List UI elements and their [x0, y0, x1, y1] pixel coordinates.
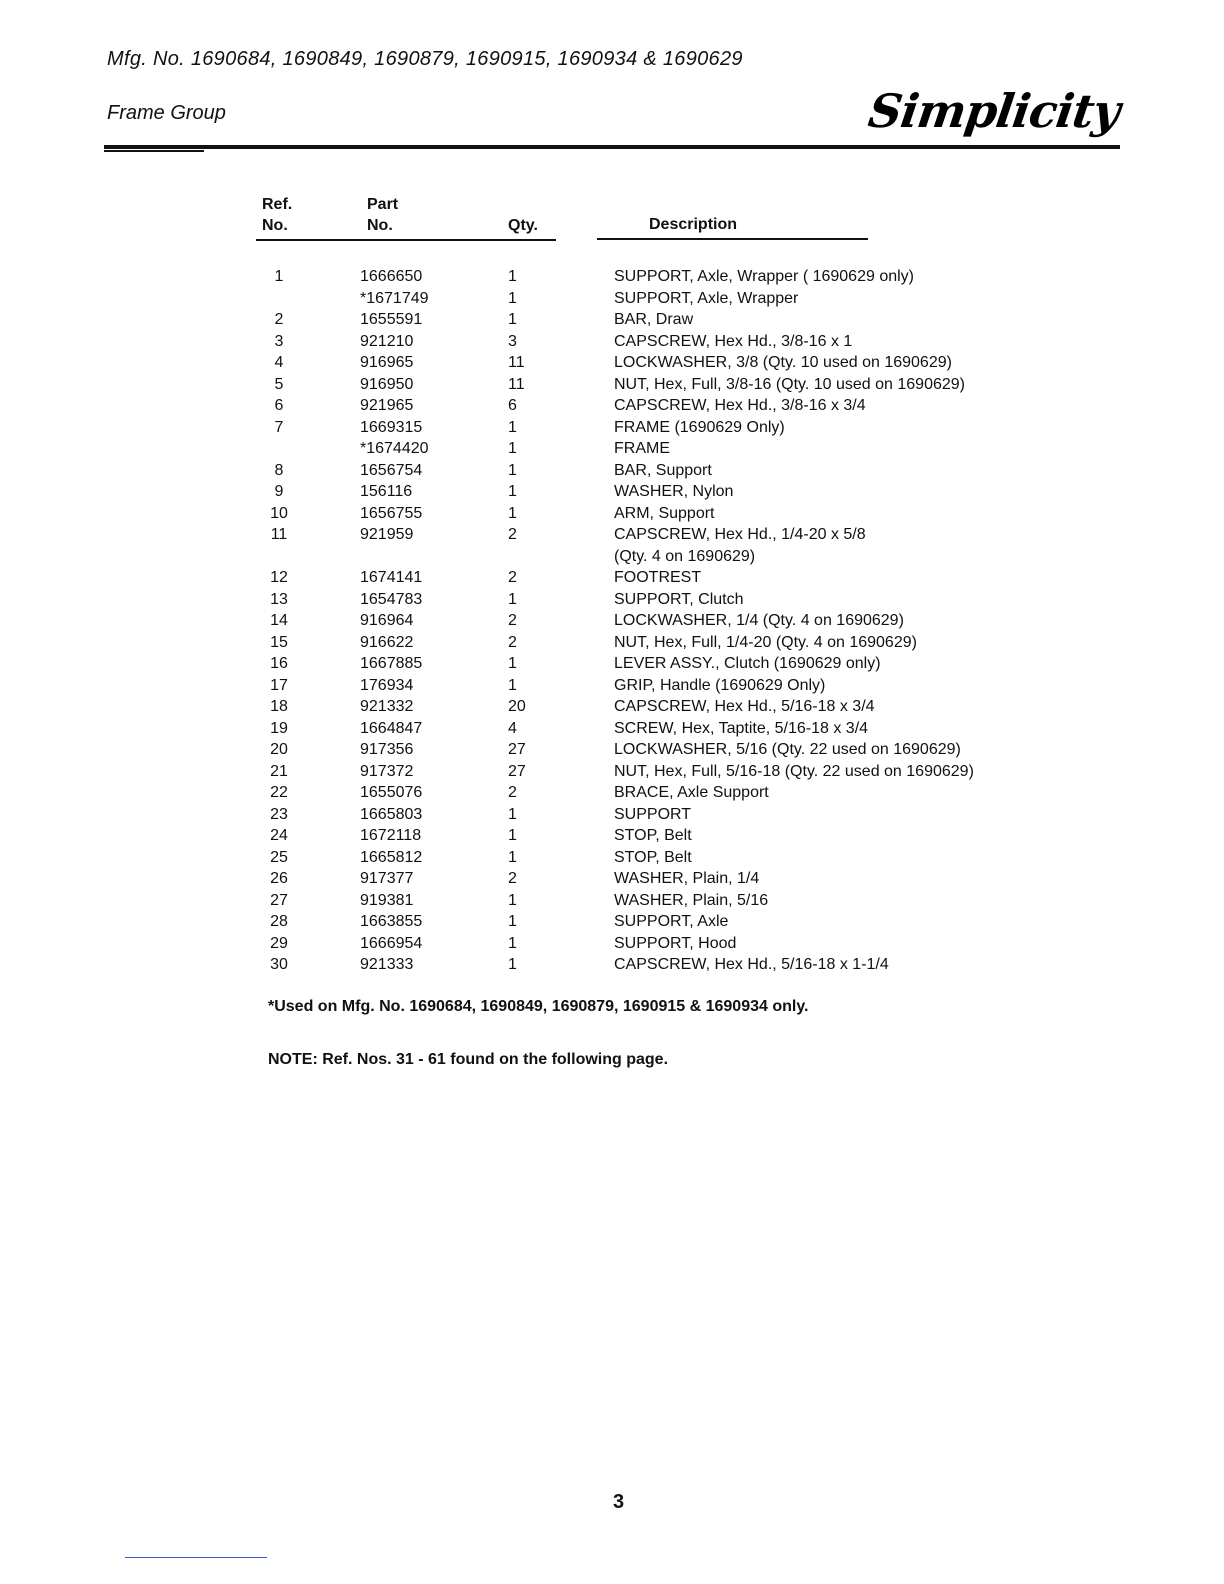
part-number-cell: 1666954 [360, 934, 423, 952]
qty-cell: 1 [508, 418, 517, 436]
ref-cell: 5 [274, 375, 284, 393]
header-underline-left [256, 239, 556, 241]
description-cell: FOOTREST [614, 569, 702, 586]
description-cell: LOCKWASHER, 5/16 (Qty. 22 used on 1690629) [614, 741, 961, 758]
description-cell: NUT, Hex, Full, 5/16-18 (Qty. 22 used on 1690629) [614, 762, 974, 780]
description-cell: SUPPORT [614, 805, 692, 823]
part-number-cell: 921333 [360, 956, 414, 973]
table-row [0, 825, 1224, 847]
table-row [0, 567, 1224, 589]
description-cell: CAPSCREW, Hex Hd., 5/16-18 x 3/4 [614, 698, 875, 715]
table-row [0, 653, 1224, 675]
footnote: *Used on Mfg. No. 1690684, 1690849, 1690879, 1690915 & 1690934 only. [268, 998, 809, 1015]
table-row [0, 847, 1224, 869]
table-row [0, 718, 1224, 740]
qty-cell: 27 [508, 762, 526, 780]
col-header-ref-line1: Ref. [262, 196, 293, 213]
table-row [0, 804, 1224, 826]
table-row [0, 782, 1224, 804]
note: NOTE: Ref. Nos. 31 - 61 found on the following page. [268, 1051, 669, 1068]
table-row [0, 309, 1224, 331]
ref-cell: 7 [274, 418, 284, 436]
qty-cell: 1 [508, 913, 517, 930]
table-row [0, 546, 1224, 568]
table-row [0, 954, 1224, 976]
part-number-cell: 917372 [360, 762, 414, 780]
qty-cell: 2 [508, 569, 517, 586]
part-number-cell: 176934 [360, 676, 414, 694]
qty-cell: 1 [508, 655, 517, 672]
header-rule-accent [104, 150, 204, 152]
part-number-cell: 1654783 [360, 590, 423, 608]
ref-cell: 13 [270, 590, 288, 608]
qty-cell: 20 [508, 698, 526, 715]
description-cell: BAR, Support [614, 461, 712, 479]
manufacturer-numbers: Mfg. No. 1690684, 1690849, 1690879, 1690915, 1690934 & 1690629 [107, 48, 743, 70]
qty-cell: 2 [508, 612, 517, 629]
table-row [0, 266, 1224, 288]
ref-cell: 3 [274, 332, 284, 350]
table-row [0, 933, 1224, 955]
description-cell: NUT, Hex, Full, 1/4-20 (Qty. 4 on 1690629) [614, 633, 917, 651]
part-number-cell: 1674141 [360, 569, 423, 586]
part-number-cell: 916622 [360, 633, 414, 651]
qty-cell: 1 [508, 440, 517, 457]
table-row [0, 524, 1224, 546]
qty-cell: 2 [508, 526, 517, 543]
qty-cell: 27 [508, 741, 526, 758]
description-cell: BAR, Draw [614, 311, 694, 328]
ref-cell: 22 [270, 784, 288, 801]
description-cell: SUPPORT, Axle [614, 913, 729, 930]
part-number-cell: 1655591 [360, 311, 423, 328]
part-number-cell: 917377 [360, 870, 414, 887]
table-row [0, 503, 1224, 525]
qty-cell: 2 [508, 633, 517, 651]
table-row [0, 696, 1224, 718]
ref-cell: 10 [270, 504, 288, 522]
ref-cell: 26 [270, 870, 288, 887]
description-cell: WASHER, Nylon [614, 483, 734, 500]
table-row [0, 890, 1224, 912]
part-number-cell: 919381 [360, 891, 414, 909]
qty-cell: 1 [508, 590, 517, 608]
part-number-cell: 921959 [360, 526, 414, 543]
description-cell: (Qty. 4 on 1690629) [614, 547, 756, 565]
qty-cell: 6 [508, 397, 517, 414]
qty-cell: 1 [508, 805, 517, 823]
col-header-description: Description [649, 216, 738, 233]
description-cell: CAPSCREW, Hex Hd., 1/4-20 x 5/8 [614, 526, 866, 543]
part-number-cell: 1655076 [360, 784, 423, 801]
qty-cell: 1 [508, 504, 517, 522]
table-row [0, 352, 1224, 374]
part-number-cell: 156116 [360, 483, 413, 500]
qty-cell: 1 [508, 289, 517, 307]
qty-cell: 2 [508, 784, 517, 801]
col-header-part-line1: Part [367, 196, 399, 213]
table-row [0, 610, 1224, 632]
header-underline-description [597, 238, 868, 240]
description-cell: NUT, Hex, Full, 3/8-16 (Qty. 10 used on 1690629) [614, 375, 965, 393]
description-cell: BRACE, Axle Support [614, 784, 769, 801]
table-row [0, 331, 1224, 353]
table-row [0, 911, 1224, 933]
qty-cell: 3 [508, 332, 517, 350]
part-number-cell: 1669315 [360, 418, 423, 436]
description-cell: SUPPORT, Axle, Wrapper [614, 289, 799, 307]
qty-cell: 2 [508, 870, 517, 887]
part-number-cell: 1663855 [360, 913, 423, 930]
qty-cell: 11 [508, 375, 525, 393]
ref-cell: 29 [270, 934, 288, 952]
ref-cell: 21 [270, 762, 288, 780]
description-cell: WASHER, Plain, 5/16 [614, 891, 769, 909]
part-number-cell: 916965 [360, 354, 414, 371]
bottom-mark [125, 1557, 267, 1558]
part-number-cell: *1674420 [360, 440, 429, 457]
description-cell: GRIP, Handle (1690629 Only) [614, 676, 826, 694]
description-cell: LOCKWASHER, 3/8 (Qty. 10 used on 1690629) [614, 354, 952, 371]
description-cell: FRAME (1690629 Only) [614, 418, 785, 436]
part-number-cell: 1656755 [360, 504, 423, 522]
description-cell: SUPPORT, Clutch [614, 590, 744, 608]
qty-cell: 4 [508, 719, 517, 737]
ref-cell: 28 [270, 913, 288, 930]
qty-cell: 1 [508, 483, 517, 500]
qty-cell: 1 [508, 676, 517, 694]
ref-cell: 8 [274, 461, 284, 479]
ref-cell: 14 [270, 612, 288, 629]
ref-cell: 4 [274, 354, 284, 371]
qty-cell: 1 [508, 461, 517, 479]
qty-cell: 1 [508, 268, 517, 285]
qty-cell: 1 [508, 311, 517, 328]
part-number-cell: 916964 [360, 612, 414, 629]
ref-cell: 25 [270, 848, 288, 866]
col-header-part-line2: No. [367, 217, 393, 234]
table-row [0, 739, 1224, 761]
part-number-cell: 1672118 [360, 827, 422, 844]
table-row [0, 868, 1224, 890]
ref-cell: 27 [270, 891, 288, 909]
page-number: 3 [613, 1491, 625, 1513]
ref-cell: 18 [270, 698, 288, 715]
description-cell: LOCKWASHER, 1/4 (Qty. 4 on 1690629) [614, 612, 904, 629]
description-cell: CAPSCREW, Hex Hd., 3/8-16 x 1 [614, 332, 853, 350]
ref-cell: 9 [274, 483, 284, 500]
table-row [0, 675, 1224, 697]
table-row [0, 374, 1224, 396]
ref-cell: 1 [274, 268, 284, 285]
table-row [0, 438, 1224, 460]
qty-cell: 1 [508, 934, 517, 952]
part-number-cell: 1666650 [360, 268, 423, 285]
part-number-cell: *1671749 [360, 289, 429, 307]
part-number-cell: 1665803 [360, 805, 423, 823]
part-number-cell: 1656754 [360, 461, 423, 479]
parts-table-body [0, 266, 1224, 976]
ref-cell: 23 [270, 805, 288, 823]
col-header-qty: Qty. [508, 217, 538, 234]
part-number-cell: 921332 [360, 698, 414, 715]
col-header-ref-line2: No. [262, 217, 288, 234]
table-row [0, 761, 1224, 783]
part-number-cell: 921965 [360, 397, 414, 414]
description-cell: STOP, Belt [614, 827, 692, 844]
ref-cell: 19 [270, 719, 288, 737]
ref-cell: 24 [270, 827, 288, 844]
description-cell: SUPPORT, Axle, Wrapper ( 1690629 only) [614, 268, 914, 285]
ref-cell: 6 [274, 397, 284, 414]
part-number-cell: 1664847 [360, 719, 423, 737]
header-rule [104, 145, 1120, 149]
description-cell: ARM, Support [614, 504, 715, 522]
table-row [0, 395, 1224, 417]
description-cell: SCREW, Hex, Taptite, 5/16-18 x 3/4 [614, 719, 869, 737]
qty-cell: 1 [508, 956, 517, 973]
table-row [0, 481, 1224, 503]
description-cell: SUPPORT, Hood [614, 934, 737, 952]
table-row [0, 288, 1224, 310]
description-cell: CAPSCREW, Hex Hd., 3/8-16 x 3/4 [614, 397, 866, 414]
table-row [0, 632, 1224, 654]
ref-cell: 15 [270, 633, 288, 651]
part-number-cell: 917356 [360, 741, 414, 758]
description-cell: CAPSCREW, Hex Hd., 5/16-18 x 1-1/4 [614, 956, 889, 973]
part-number-cell: 1667885 [360, 655, 423, 672]
description-cell: STOP, Belt [614, 848, 692, 866]
ref-cell: 30 [270, 956, 288, 973]
brand-logo: Simplicity [865, 84, 1123, 138]
part-number-cell: 921210 [360, 332, 414, 350]
table-row [0, 589, 1224, 611]
ref-cell: 12 [270, 569, 288, 586]
qty-cell: 1 [508, 827, 517, 844]
table-row [0, 417, 1224, 439]
ref-cell: 17 [270, 676, 288, 694]
description-cell: WASHER, Plain, 1/4 [614, 870, 760, 887]
ref-cell: 11 [270, 526, 288, 543]
table-row [0, 460, 1224, 482]
section-title: Frame Group [107, 102, 226, 124]
col-header-ref [262, 194, 292, 236]
ref-cell: 2 [274, 311, 284, 328]
description-cell: FRAME [614, 440, 670, 457]
ref-cell: 20 [270, 741, 288, 758]
part-number-cell: 1665812 [360, 848, 423, 866]
ref-cell: 16 [270, 655, 288, 672]
qty-cell: 11 [508, 354, 525, 371]
description-cell: LEVER ASSY., Clutch (1690629 only) [614, 655, 881, 672]
qty-cell: 1 [508, 848, 517, 866]
col-header-part [367, 194, 398, 236]
part-number-cell: 916950 [360, 375, 414, 393]
qty-cell: 1 [508, 891, 517, 909]
